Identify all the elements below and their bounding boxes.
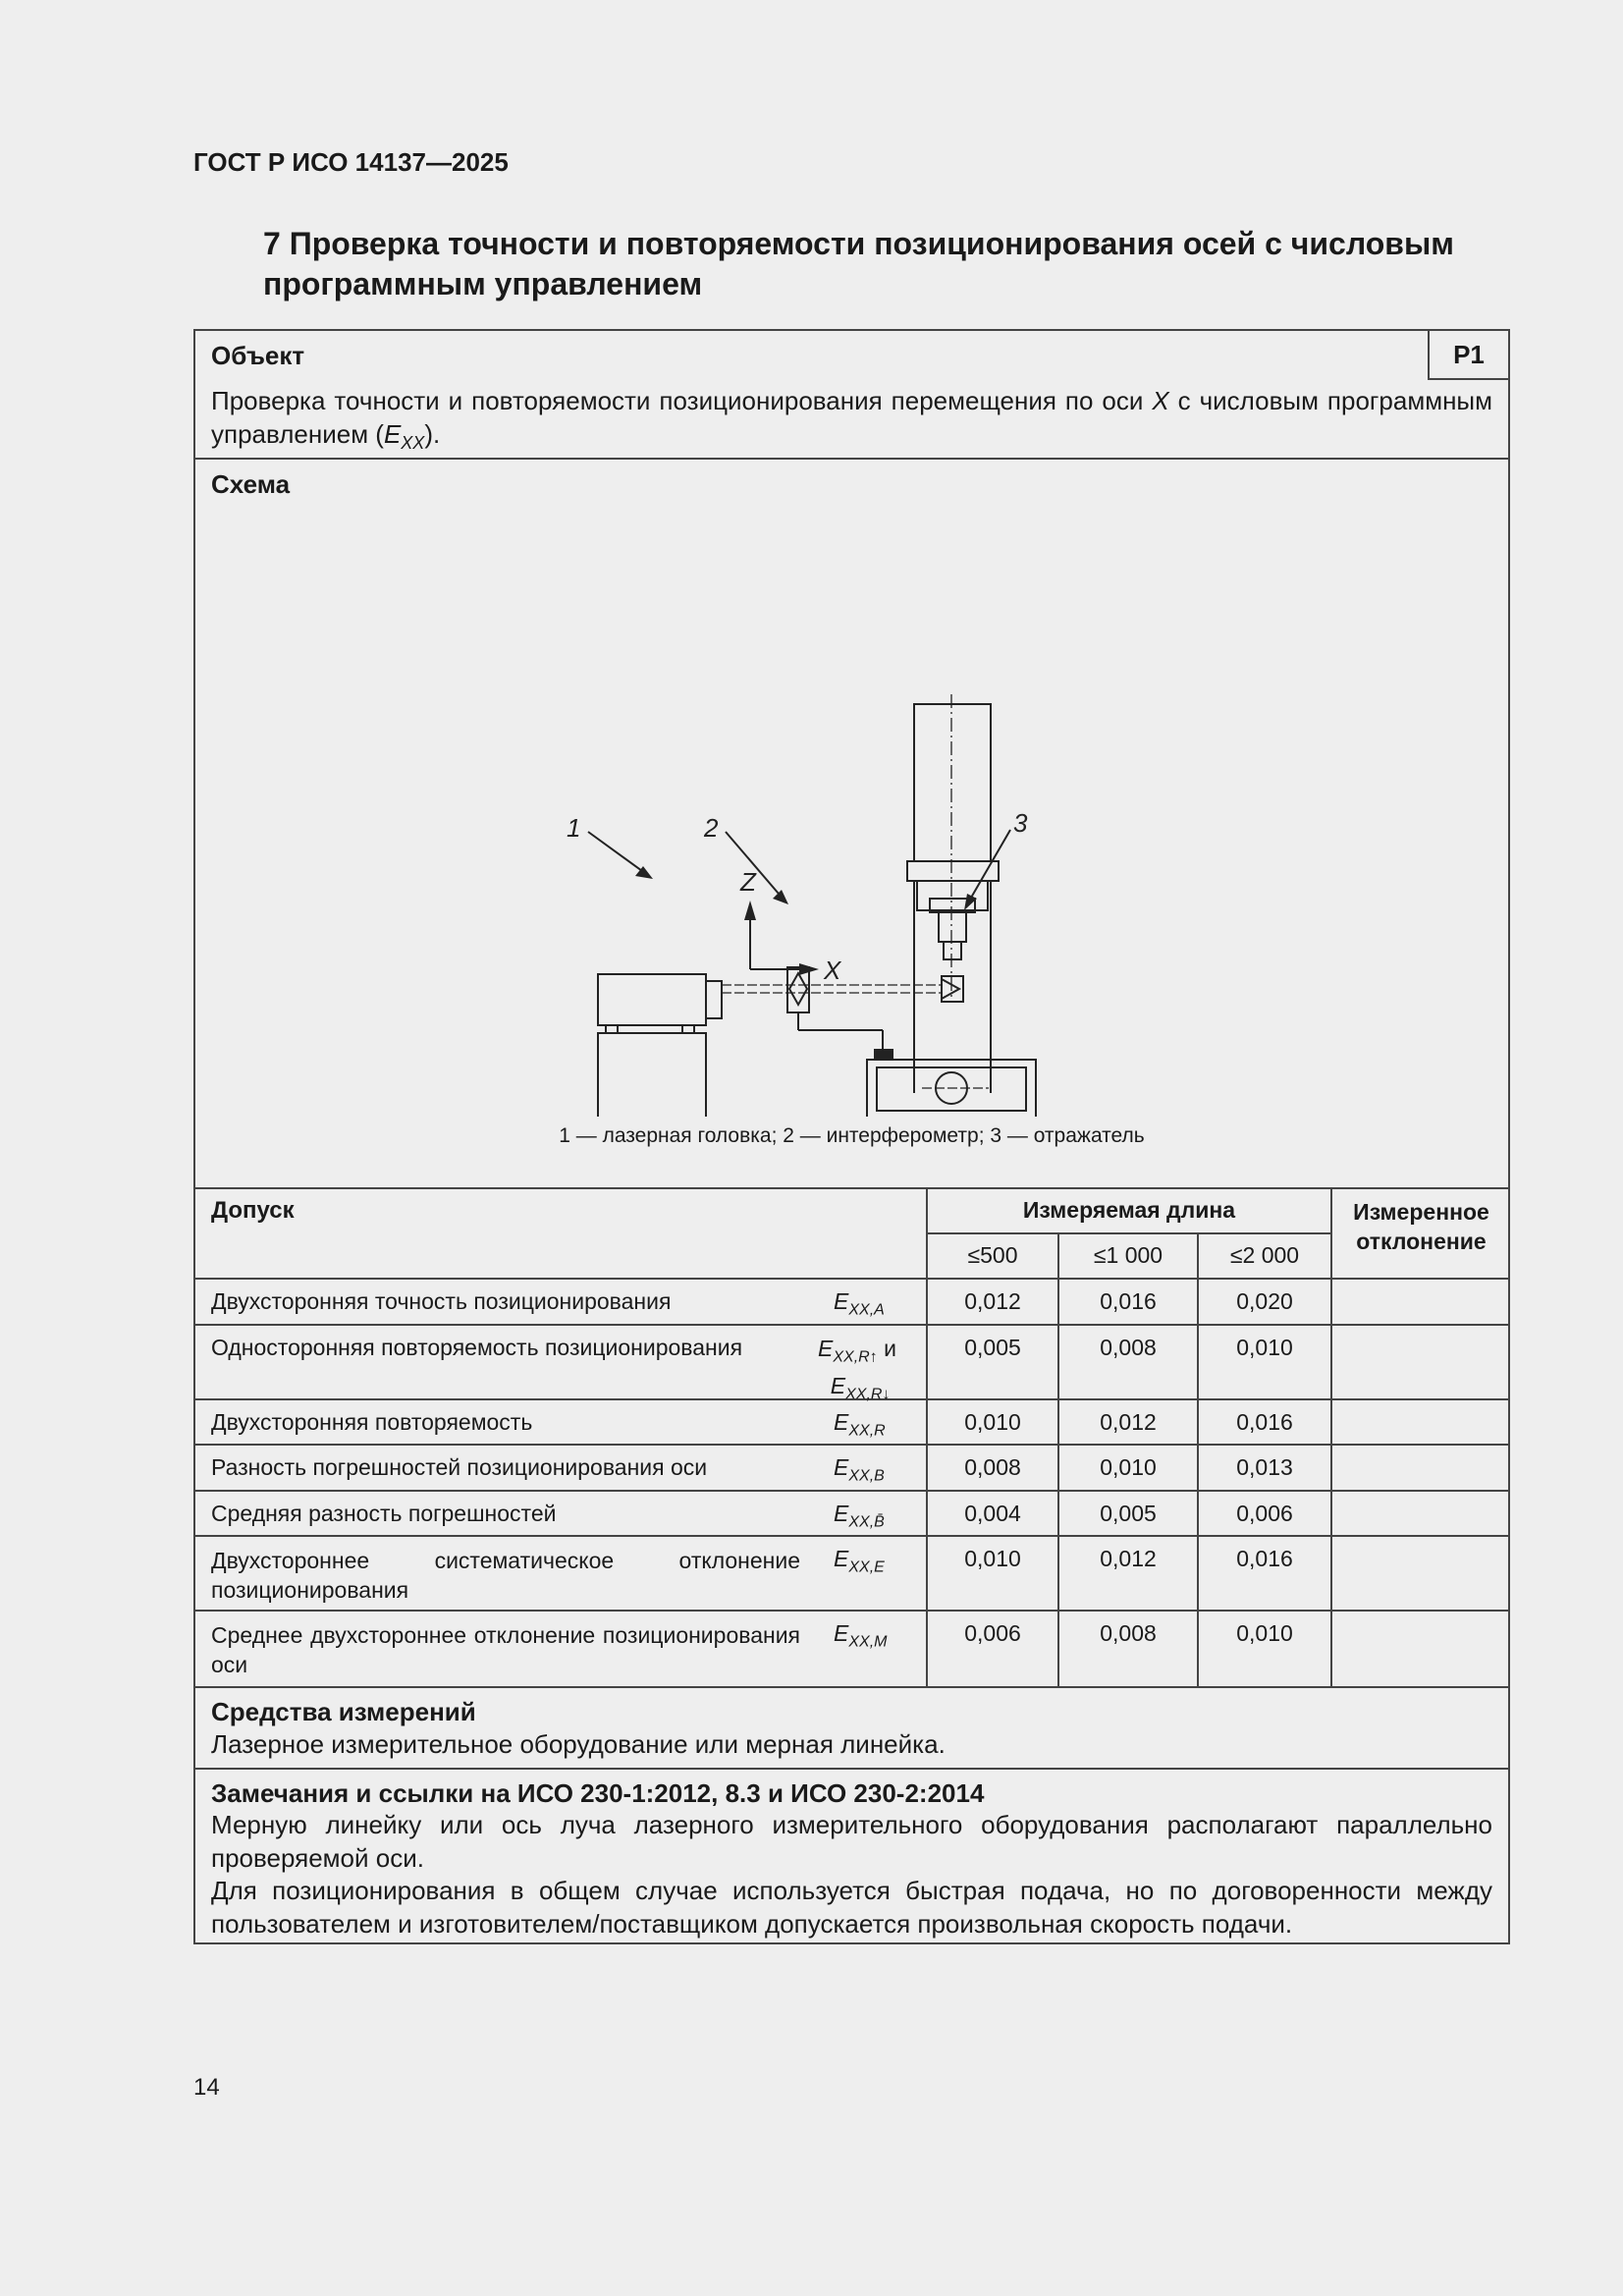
row-line xyxy=(926,1232,1330,1234)
row-line xyxy=(195,1535,1508,1537)
param-symbol: $E_{XX,B̄}$ xyxy=(834,1501,885,1531)
param-name: Средняя разность погрешностей xyxy=(211,1501,557,1526)
callout-1: 1 xyxy=(567,813,581,843)
value-1000: 0,012 xyxy=(1100,1546,1157,1571)
instruments-heading: Средства измерений xyxy=(211,1697,476,1726)
param-symbol: $E_{XX,B}$ xyxy=(834,1454,885,1485)
divider xyxy=(195,1686,1508,1688)
measured-deviation-header: Измеренное отклонение xyxy=(1353,1199,1489,1254)
value-2000: 0,010 xyxy=(1236,1620,1293,1646)
row-line xyxy=(195,1610,1508,1612)
object-text: Проверка точности и повторяемости позиционирования перемещения по оси X с числовым программным управлением $(E_{XX})$. xyxy=(211,386,1492,454)
param-name: Односторонняя повторяемость позиционирования xyxy=(211,1335,743,1360)
length-col-2000: ≤2 000 xyxy=(1229,1242,1300,1268)
value-500: 0,004 xyxy=(964,1501,1021,1526)
value-500: 0,012 xyxy=(964,1288,1021,1314)
value-1000: 0,010 xyxy=(1100,1454,1157,1480)
param-name: Двухстороннее систематическое отклонение позиционирования xyxy=(211,1548,800,1603)
value-2000: 0,006 xyxy=(1236,1501,1293,1526)
z-axis-label: Z xyxy=(740,867,756,897)
callout-2: 2 xyxy=(704,813,719,843)
machine-scheme-diagram xyxy=(195,488,1508,1117)
notes-paragraph-1: Мерную линейку или ось луча лазерного измерительного оборудования располагают параллельно проверяемой оси. xyxy=(211,1810,1492,1873)
param-name: Двухсторонняя точность позиционирования xyxy=(211,1288,672,1314)
value-2000: 0,013 xyxy=(1236,1454,1293,1480)
row-line xyxy=(195,1444,1508,1446)
laser-head xyxy=(598,974,706,1025)
value-1000: 0,005 xyxy=(1100,1501,1157,1526)
row-line xyxy=(195,1324,1508,1326)
param-symbol: $E_{XX,E}$ xyxy=(834,1546,885,1576)
value-2000: 0,016 xyxy=(1236,1409,1293,1435)
value-1000: 0,008 xyxy=(1100,1335,1157,1360)
param-symbol: $E_{XX,M}$ xyxy=(834,1620,888,1651)
param-symbol: $E_{XX,A}$ xyxy=(834,1288,885,1319)
value-500: 0,010 xyxy=(964,1546,1021,1571)
col-line xyxy=(1330,1187,1332,1688)
scheme-heading: Схема xyxy=(211,469,291,499)
divider xyxy=(195,1187,1508,1189)
value-500: 0,008 xyxy=(964,1454,1021,1480)
value-2000: 0,016 xyxy=(1236,1546,1293,1571)
param-symbol: $E_{XX,R↑}$ и $E_{XX,R↓}$ xyxy=(818,1336,896,1403)
length-col-500: ≤500 xyxy=(967,1242,1018,1268)
scheme-caption: 1 — лазерная головка; 2 — интерферометр; 3 — отражатель xyxy=(559,1124,1145,1147)
row-line xyxy=(195,1490,1508,1492)
value-500: 0,006 xyxy=(964,1620,1021,1646)
value-1000: 0,016 xyxy=(1100,1288,1157,1314)
column xyxy=(914,704,991,861)
value-1000: 0,008 xyxy=(1100,1620,1157,1646)
value-500: 0,010 xyxy=(964,1409,1021,1435)
row-line xyxy=(195,1278,1508,1280)
param-name: Двухсторонняя повторяемость xyxy=(211,1409,533,1435)
test-sheet-table xyxy=(193,329,1510,1944)
value-1000: 0,012 xyxy=(1100,1409,1157,1435)
param-name: Разность погрешностей позиционирования оси xyxy=(211,1454,708,1480)
notes-paragraph-2: Для позиционирования в общем случае используется быстрая подача, но по договоренности между пользователем и изготовителем/поставщиком допускается произвольная скорость подачи. xyxy=(211,1876,1492,1939)
length-col-1000: ≤1 000 xyxy=(1093,1242,1163,1268)
section-title: 7 Проверка точности и повторяемости позиционирования осей с числовым программным управлением xyxy=(263,226,1454,301)
document-header: ГОСТ Р ИСО 14137—2025 xyxy=(193,147,509,177)
reflector xyxy=(942,979,959,999)
divider xyxy=(195,1768,1508,1770)
instruments-text: Лазерное измерительное оборудование или мерная линейка. xyxy=(211,1729,946,1759)
test-code: P1 xyxy=(1428,331,1508,380)
callout-3: 3 xyxy=(1013,808,1028,838)
value-2000: 0,010 xyxy=(1236,1335,1293,1360)
divider xyxy=(195,458,1508,460)
tolerance-heading: Допуск xyxy=(211,1197,295,1224)
notes-heading: Замечания и ссылки на ИСО 230-1:2012, 8.3 и ИСО 230-2:2014 xyxy=(211,1778,985,1808)
value-500: 0,005 xyxy=(964,1335,1021,1360)
page-number: 14 xyxy=(193,2074,220,2101)
param-name: Среднее двухстороннее отклонение позиционирования оси xyxy=(211,1622,800,1677)
param-symbol: $E_{XX,R}$ xyxy=(834,1409,886,1440)
x-axis-label: X xyxy=(824,956,841,985)
object-heading: Объект xyxy=(211,341,305,370)
value-2000: 0,020 xyxy=(1236,1288,1293,1314)
measured-length-header: Измеряемая длина xyxy=(1022,1197,1236,1223)
